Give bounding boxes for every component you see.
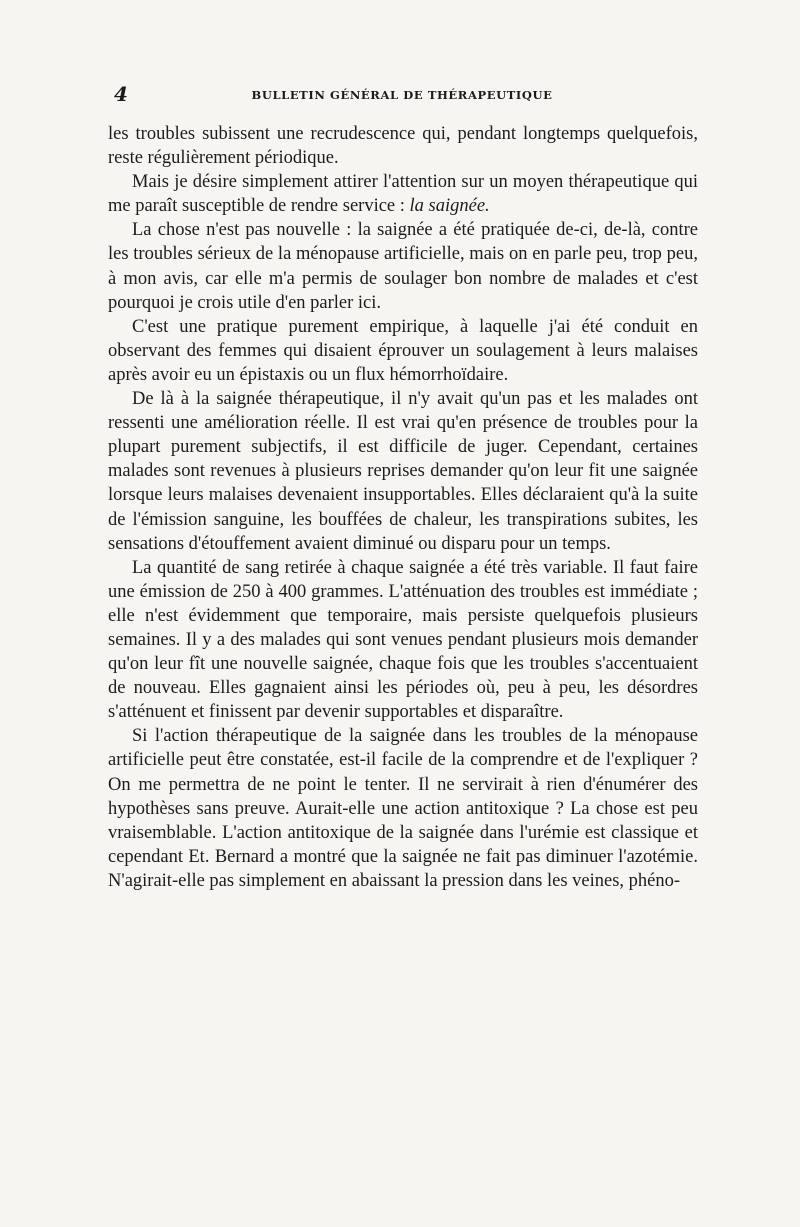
running-title: BULLETIN GÉNÉRAL DE THÉRAPEUTIQUE [251,88,553,102]
paragraph-6-text: La quantité de sang retirée à chaque saignée a été très variable. Il faut faire une émission de 250 à 400 grammes. L'atténuation des troubles est immédiate ; elle n'est évidemment que temporaire, mais persiste quelquefois plusieurs semaines. Il y a des malades qui sont venues pendant plusieurs mois demander qu'on leur fît une nouvelle saignée, chaque fois que les troubles s'accentuaient de nouveau. Elles gagnaient ainsi les périodes où, peu à peu, les désordres s'atténuent et finissent par devenir supportables et disparaître. [108,557,698,723]
paragraph-3-text: La chose n'est pas nouvelle : la saignée a été pratiquée de-ci, de-là, contre les troubles sérieux de la ménopause artificielle, mais on en parle peu, trop peu, à mon avis, car elle m'a permis de soulager bon nombre de malades et c'est pourquoi je crois utile d'en parler ici. [108,220,698,313]
paragraph-6 [108,556,698,725]
paragraph-1 [108,122,698,170]
paragraph-7-text: Si l'action thérapeutique de la saignée dans les troubles de la ménopause artificielle peut être constatée, est-il facile de la comprendre et de l'expliquer ? On me permettra de ne point le tenter. Il ne servirait à rien d'énumérer des hypothèses sans preuve. Aurait-elle une action antitoxique ? La chose est peu vraisemblable. L'action antitoxique de la saignée dans l'urémie est classique et cependant Et. Bernard a montré que la saignée ne fait pas diminuer l'azotémie. N'agirait-elle pas simplement en abaissant la pression dans les veines, phéno- [108,726,698,891]
paragraph-7 [108,724,698,893]
body-text [108,122,698,893]
paragraph-5 [108,387,698,556]
paragraph-5-text: De là à la saignée thérapeutique, il n'y avait qu'un pas et les malades ont ressenti une amélioration réelle. Il est vrai qu'en présence de troubles pour la plupart purement subjectifs, il est difficile de juger. Cependant, certaines malades sont revenues à plusieurs reprises demander qu'on leur fit une saignée lorsque leurs malaises devenaient insupportables. Elles déclaraient qu'à la suite de l'émission sanguine, les bouffées de chaleur, les transpirations subites, les sensations d'étouffement avaient diminué ou disparu pour un temps. [108,389,698,554]
paragraph-4 [108,315,698,387]
paragraph-2-text: Mais je désire simplement attirer l'attention sur un moyen thérapeutique qui me paraît susceptible de rendre service : [108,172,698,217]
page-header [108,82,696,112]
paragraph-2-emphasis: la saignée. [409,196,490,217]
paragraph-1-text: les troubles subissent une recrudescence qui, pendant longtemps quelquefois, reste régulièrement périodique. [108,124,698,169]
page-number: 4 [114,82,128,106]
paragraph-3 [108,218,698,314]
paragraph-4-text: C'est une pratique purement empirique, à laquelle j'ai été conduit en observant des femmes qui disaient éprouver un soulagement à leurs malaises après avoir eu un épistaxis ou un flux hémorrhoïdaire. [108,316,698,385]
paragraph-2 [108,170,698,218]
